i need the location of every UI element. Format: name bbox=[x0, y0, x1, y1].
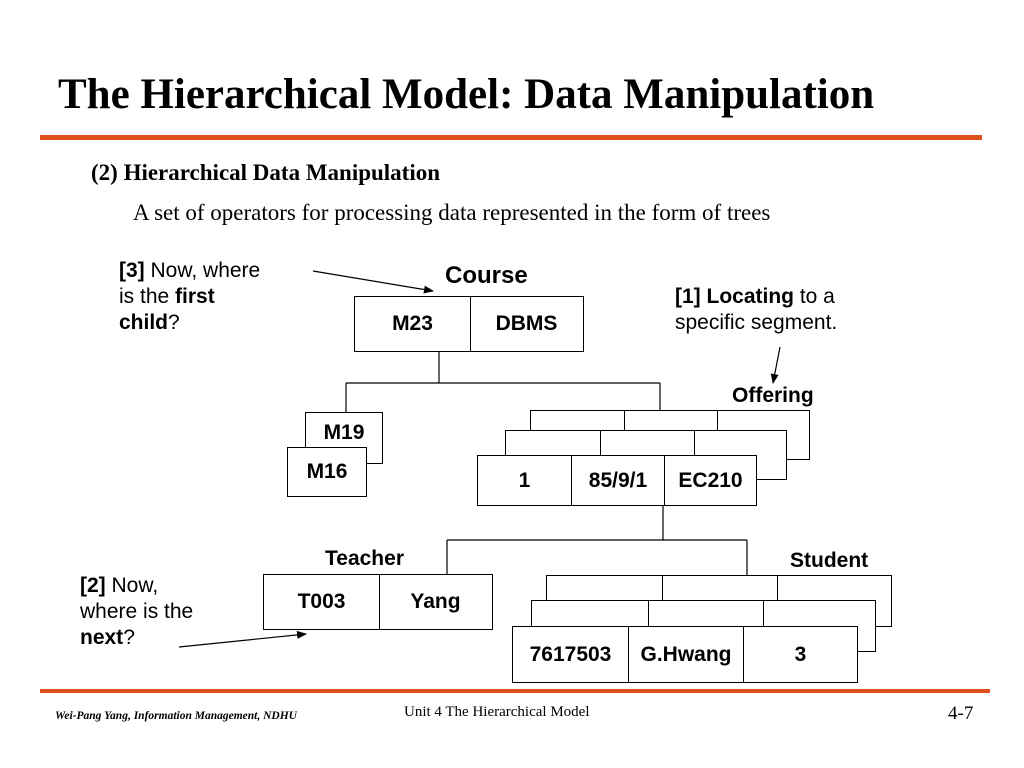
note-text: is the bbox=[119, 285, 176, 308]
offering-segment bbox=[477, 455, 757, 506]
course-field: DBMS bbox=[470, 297, 582, 351]
note-tag: [3] bbox=[119, 259, 145, 282]
footer-author: Wei-Pang Yang, Information Management, NDHU bbox=[55, 710, 297, 722]
note-locating bbox=[675, 284, 915, 336]
course-field: M23 bbox=[392, 312, 433, 335]
course-child-segment bbox=[287, 447, 367, 497]
child-field: M16 bbox=[306, 460, 348, 483]
note-text: Now, where bbox=[144, 259, 261, 282]
student-segment bbox=[512, 626, 858, 683]
student-field: 7617503 bbox=[529, 642, 612, 666]
teacher-label: Teacher bbox=[325, 547, 404, 570]
footer-rule bbox=[40, 689, 990, 693]
note-text: ? bbox=[168, 311, 180, 334]
note-text: where is the bbox=[80, 600, 194, 623]
course-label: Course bbox=[445, 262, 528, 289]
offering-field: EC210 bbox=[664, 456, 756, 505]
note-next bbox=[80, 573, 250, 651]
offering-label: Offering bbox=[732, 384, 814, 407]
slide-title: The Hierarchical Model: Data Manipulation bbox=[58, 71, 875, 118]
description: A set of operators for processing data represented in the form of trees bbox=[133, 200, 771, 225]
note-text: specific segment. bbox=[675, 311, 838, 334]
subtitle: (2) Hierarchical Data Manipulation bbox=[91, 160, 441, 185]
student-field: 3 bbox=[743, 627, 857, 682]
student-label: Student bbox=[790, 549, 869, 572]
note-emphasis: child bbox=[119, 311, 169, 334]
child-field: M19 bbox=[323, 421, 365, 444]
course-segment bbox=[354, 296, 584, 352]
footer-unit: Unit 4 The Hierarchical Model bbox=[404, 704, 590, 720]
note-text: to a bbox=[794, 285, 835, 308]
note-tag: [2] bbox=[80, 574, 106, 597]
note-tag: [1] Locating bbox=[675, 285, 794, 308]
note-emphasis: next bbox=[80, 626, 124, 649]
teacher-segment bbox=[263, 574, 493, 630]
student-field: G.Hwang bbox=[628, 627, 743, 682]
note-text: Now, bbox=[105, 574, 159, 597]
note-emphasis: first bbox=[175, 285, 215, 308]
offering-field: 1 bbox=[518, 468, 531, 492]
page-number: 4-7 bbox=[948, 703, 974, 724]
teacher-field: Yang bbox=[379, 575, 491, 629]
note-first-child bbox=[119, 258, 309, 336]
offering-field: 85/9/1 bbox=[571, 456, 664, 505]
teacher-field: T003 bbox=[297, 590, 346, 613]
note-text: ? bbox=[123, 626, 135, 649]
